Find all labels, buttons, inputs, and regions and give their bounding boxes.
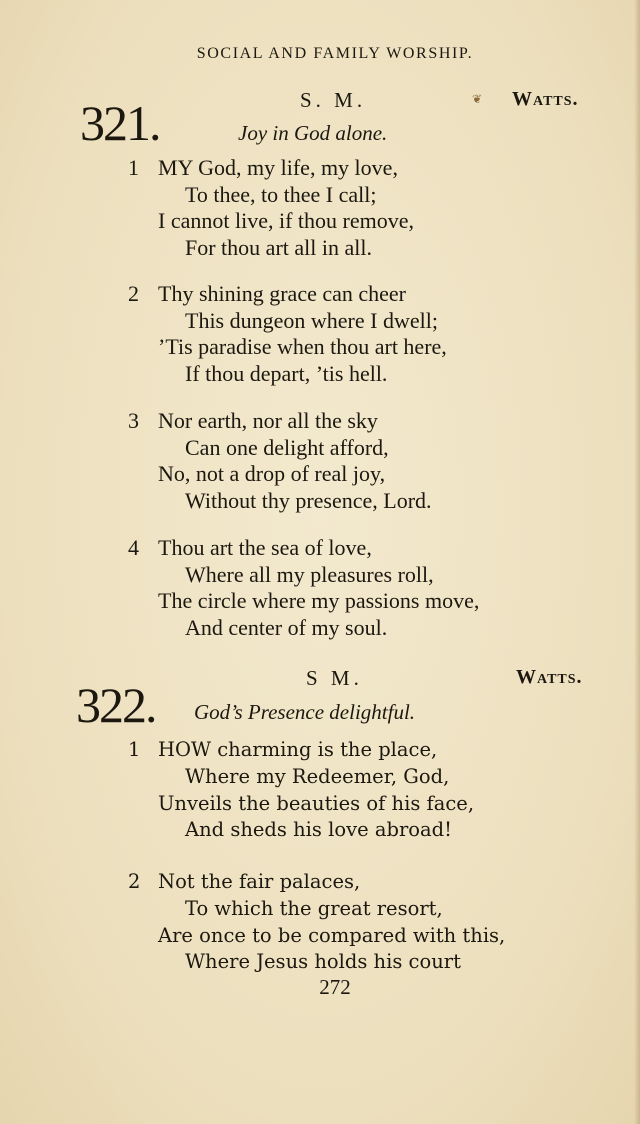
hymn-322-title: God’s Presence delightful.	[194, 700, 416, 724]
ink-mark-icon: ❦	[472, 92, 483, 106]
verse-line: Not the fair palaces,	[158, 870, 361, 893]
verse-line: Where my Redeemer, God,	[185, 764, 450, 788]
page-number: 272	[319, 975, 351, 999]
verse-line: Thou art the sea of love,	[158, 535, 372, 560]
verse-line: Can one delight afford,	[185, 434, 389, 460]
hymn-321-title: Joy in God alone.	[238, 121, 388, 145]
verse-line: ’Tis paradise when thou art here,	[158, 334, 447, 359]
verse-line: Thy shining grace can cheer	[158, 281, 406, 306]
verse-line: MY God, my life, my love,	[158, 155, 398, 180]
verse-line: If thou depart, ’tis hell.	[185, 360, 388, 386]
verse-line: I cannot live, if thou remove,	[158, 208, 414, 233]
hymn-321-meter: S. M.	[300, 88, 367, 112]
verse-line: And center of my soul.	[185, 614, 388, 640]
verse-line: Unveils the beauties of his face,	[158, 791, 475, 815]
page-edge-shadow	[634, 0, 640, 1124]
verse-line: Without thy presence, Lord.	[185, 487, 432, 513]
verse-line: Where Jesus holds his court	[185, 950, 461, 974]
stanza-number: 1	[128, 738, 141, 761]
stanza-number: 2	[128, 870, 141, 893]
hymn-321-author: Watts.	[512, 88, 579, 110]
verse-line: The circle where my passions move,	[158, 588, 480, 613]
verse-line: To thee, to thee I call;	[185, 181, 377, 207]
verse-line: Where all my pleasures roll,	[185, 561, 434, 587]
verse-line: This dungeon where I dwell;	[185, 307, 438, 333]
stanza-number: 4	[128, 535, 139, 560]
verse-line: No, not a drop of real joy,	[158, 461, 386, 486]
running-head: SOCIAL AND FAMILY WORSHIP.	[196, 45, 474, 62]
stanza-number: 2	[128, 281, 139, 306]
verse-line: To which the great resort,	[185, 896, 443, 920]
hymn-322-meter: S M.	[306, 666, 363, 690]
stanza-number: 3	[128, 408, 139, 433]
verse-line: HOW charming is the place,	[158, 738, 438, 761]
verse-line: And sheds his love abroad!	[185, 818, 452, 842]
verse-line: Nor earth, nor all the sky	[158, 408, 378, 433]
verse-line: For thou art all in all.	[185, 234, 372, 260]
hymn-322-number: 322.	[76, 677, 156, 733]
stanza-number: 1	[128, 155, 139, 180]
hymn-322-author: Watts.	[516, 666, 583, 688]
hymn-321-number: 321.	[80, 95, 160, 151]
verse-line: Are once to be compared with this,	[158, 923, 506, 947]
